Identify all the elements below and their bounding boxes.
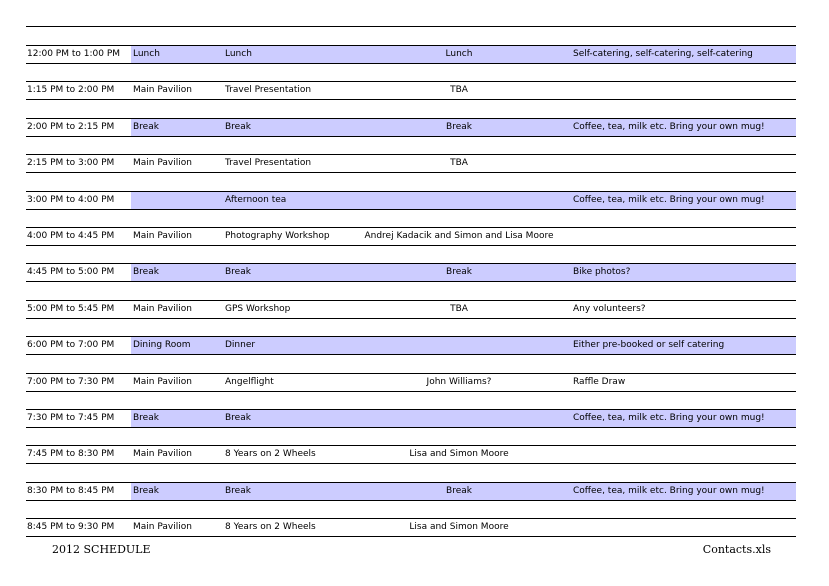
presenter-cell: Lisa and Simon Moore — [409, 449, 509, 459]
table-row — [26, 154, 796, 173]
notes-cell: Either pre-booked or self catering — [573, 340, 725, 350]
presenter-cell: Lisa and Simon Moore — [409, 522, 509, 532]
time-cell: 8:45 PM to 9:30 PM — [27, 522, 115, 532]
presenter-cell: Lunch — [445, 49, 473, 59]
table-row — [26, 373, 796, 392]
table-row — [26, 300, 796, 319]
top-rule — [26, 26, 796, 27]
venue-cell: Main Pavilion — [133, 304, 192, 314]
event-cell: Break — [225, 486, 251, 496]
venue-cell: Main Pavilion — [133, 522, 192, 532]
notes-cell: Raffle Draw — [573, 377, 626, 387]
event-cell: Afternoon tea — [225, 195, 287, 205]
event-cell: Break — [225, 122, 251, 132]
table-row — [26, 482, 796, 501]
time-cell: 1:15 PM to 2:00 PM — [27, 85, 115, 95]
table-row — [26, 336, 796, 355]
venue-cell: Break — [133, 486, 159, 496]
presenter-cell: John Williams? — [426, 377, 492, 387]
notes-cell: Coffee, tea, milk etc. Bring your own mug! — [573, 122, 765, 132]
event-cell: Photography Workshop — [225, 231, 330, 241]
time-cell: 7:30 PM to 7:45 PM — [27, 413, 115, 423]
table-row — [26, 45, 796, 64]
notes-cell: Any volunteers? — [573, 304, 646, 314]
time-cell: 2:15 PM to 3:00 PM — [27, 158, 115, 168]
venue-cell: Lunch — [133, 49, 160, 59]
table-row — [26, 445, 796, 464]
presenter-cell: Break — [446, 267, 472, 277]
presenter-cell: Break — [446, 122, 472, 132]
time-cell: 7:45 PM to 8:30 PM — [27, 449, 115, 459]
event-cell: GPS Workshop — [225, 304, 291, 314]
notes-cell: Coffee, tea, milk etc. Bring your own mug! — [573, 486, 765, 496]
table-row — [26, 118, 796, 137]
notes-cell: Coffee, tea, milk etc. Bring your own mug! — [573, 413, 765, 423]
venue-cell: Break — [133, 122, 159, 132]
notes-cell: Bike photos? — [573, 267, 631, 277]
venue-cell: Main Pavilion — [133, 377, 192, 387]
event-cell: 8 Years on 2 Wheels — [225, 449, 316, 459]
presenter-cell: TBA — [450, 304, 468, 314]
venue-cell: Dining Room — [133, 340, 191, 350]
venue-cell: Main Pavilion — [133, 231, 192, 241]
notes-cell: Coffee, tea, milk etc. Bring your own mug! — [573, 195, 765, 205]
venue-cell: Main Pavilion — [133, 85, 192, 95]
venue-cell: Main Pavilion — [133, 158, 192, 168]
event-cell: 8 Years on 2 Wheels — [225, 522, 316, 532]
table-row — [26, 409, 796, 428]
time-cell: 5:00 PM to 5:45 PM — [27, 304, 115, 314]
time-cell: 3:00 PM to 4:00 PM — [27, 195, 115, 205]
notes-cell: Self-catering, self-catering, self-catering — [573, 49, 753, 59]
time-cell: 7:00 PM to 7:30 PM — [27, 377, 115, 387]
time-cell: 4:45 PM to 5:00 PM — [27, 267, 115, 277]
event-cell: Travel Presentation — [225, 158, 312, 168]
event-cell: Break — [225, 267, 251, 277]
event-cell: Dinner — [225, 340, 256, 350]
event-cell: Lunch — [225, 49, 252, 59]
presenter-cell: TBA — [450, 85, 468, 95]
presenter-cell: Break — [446, 486, 472, 496]
event-cell: Travel Presentation — [225, 85, 312, 95]
time-cell: 8:30 PM to 8:45 PM — [27, 486, 115, 496]
presenter-cell: TBA — [450, 158, 468, 168]
time-cell: 2:00 PM to 2:15 PM — [27, 122, 115, 132]
event-cell: Angelflight — [225, 377, 274, 387]
time-cell: 4:00 PM to 4:45 PM — [27, 231, 115, 241]
table-row — [26, 191, 796, 210]
footer-title: 2012 SCHEDULE — [52, 543, 151, 556]
table-row — [26, 518, 796, 537]
time-cell: 6:00 PM to 7:00 PM — [27, 340, 115, 350]
venue-cell: Break — [133, 267, 159, 277]
table-row — [26, 263, 796, 282]
presenter-cell: Andrej Kadacik and Simon and Lisa Moore — [364, 231, 554, 241]
time-cell: 12:00 PM to 1:00 PM — [27, 49, 121, 59]
venue-cell: Break — [133, 413, 159, 423]
table-row — [26, 227, 796, 246]
event-cell: Break — [225, 413, 251, 423]
table-row — [26, 81, 796, 100]
footer-filename: Contacts.xls — [702, 543, 771, 556]
venue-cell: Main Pavilion — [133, 449, 192, 459]
